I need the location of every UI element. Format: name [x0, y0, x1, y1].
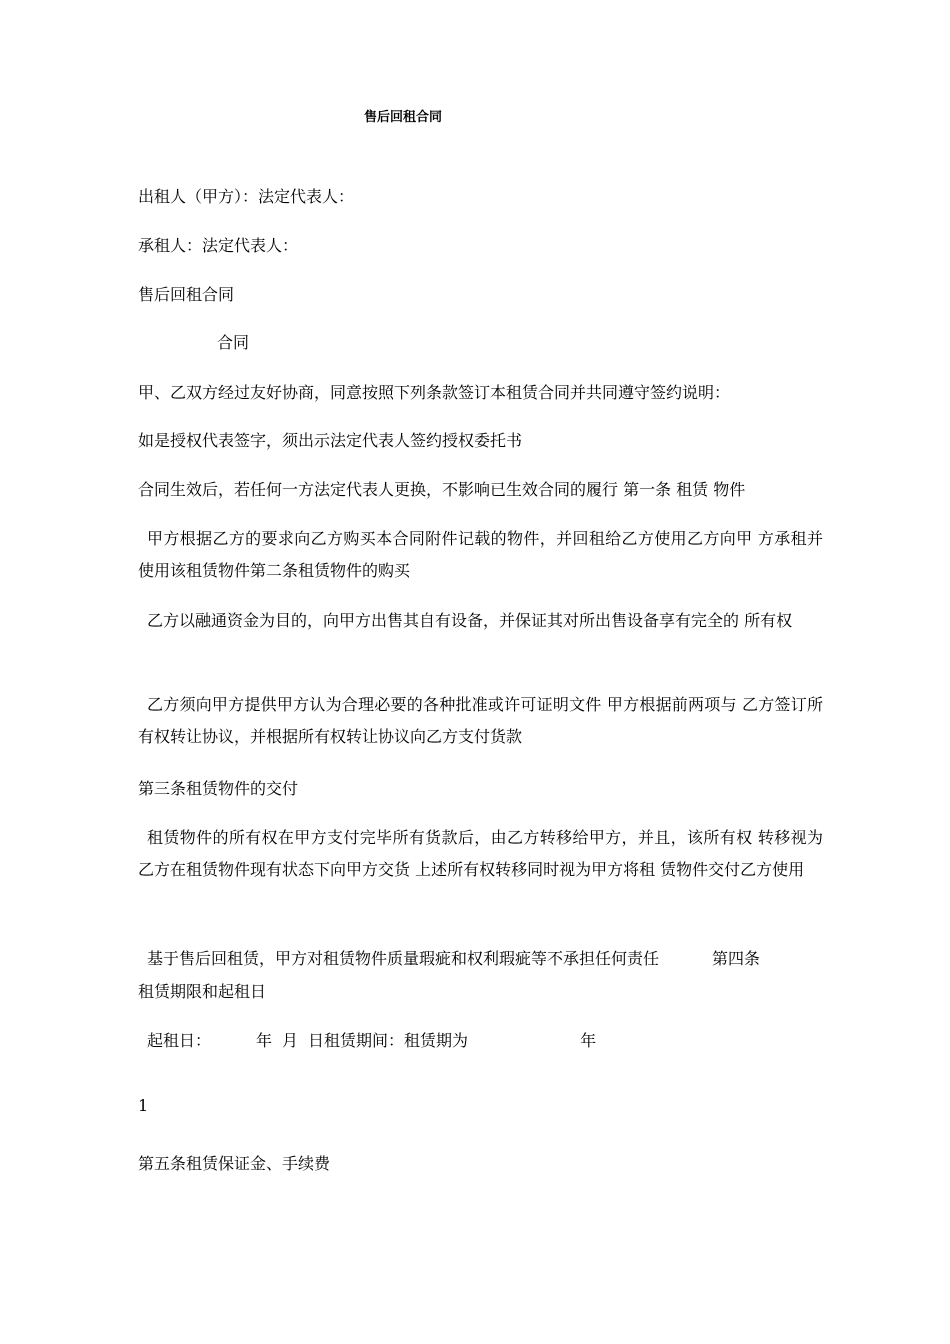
- contract-name: 售后回租合同: [138, 285, 235, 304]
- authorization-note: 如是授权代表签字，须出示法定代表人签约授权委托书: [138, 431, 523, 450]
- disclaimer-text: 基于售后回租赁，甲方对租赁物件质量瑕疵和权利瑕疵等不承担任何责任: [147, 949, 660, 968]
- start-date-line: [147, 1025, 837, 1057]
- lessee-line: 承租人：法定代表人：: [138, 236, 299, 255]
- article-3-heading: 第三条租赁物件的交付: [138, 779, 299, 798]
- period-year-unit: 年: [580, 1031, 597, 1050]
- page-number: 1: [138, 1096, 149, 1115]
- lessor-line: 出租人（甲方）：法定代表人：: [138, 187, 355, 206]
- article-2-paragraph-2: 乙方须向甲方提供甲方认为合理必要的各种批准或许可证明文件 甲方根据前两项与 乙方签订所有权转让协议，并根据所有权转让协议向乙方支付货款: [138, 695, 823, 746]
- start-date-label: 起租日：: [147, 1031, 212, 1050]
- article-3-paragraph-2: [147, 943, 837, 975]
- effect-note: 合同生效后，若任何一方法定代表人更换，不影响已生效合同的履行 第一条 租赁 物件: [138, 480, 746, 499]
- article-3-paragraph-1: 租赁物件的所有权在甲方支付完毕所有货款后，由乙方转移给甲方，并且，该所有权 转移视为乙方在租赁物件现有状态下向甲方交货 上述所有权转移同时视为甲方将租 赁物件交付乙方使用: [138, 828, 823, 879]
- article-5-heading: 第五条租赁保证金、手续费: [138, 1154, 331, 1173]
- document-title: 售后回租合同: [364, 110, 443, 125]
- article-4-label: 第四条: [712, 949, 761, 968]
- article-4-heading: 租赁期限和起租日: [138, 982, 267, 1001]
- article-1-paragraph: 甲方根据乙方的要求向乙方购买本合同附件记载的物件，并回租给乙方使用乙方向甲 方承租并使用该租赁物件第二条租赁物件的购买: [138, 529, 823, 580]
- start-month-unit: 月: [282, 1031, 299, 1050]
- preamble: 甲、乙双方经过友好协商，同意按照下列条款签订本租赁合同并共同遵守签约说明：: [138, 383, 731, 402]
- contract-subheading: 合同: [217, 333, 250, 352]
- start-year-unit: 年: [256, 1031, 273, 1050]
- article-2-paragraph-1: 乙方以融通资金为目的，向甲方出售其自有设备，并保证其对所出售设备享有完全的 所有权: [147, 611, 793, 630]
- start-day-and-period: 日租赁期间：租赁期为: [308, 1031, 469, 1050]
